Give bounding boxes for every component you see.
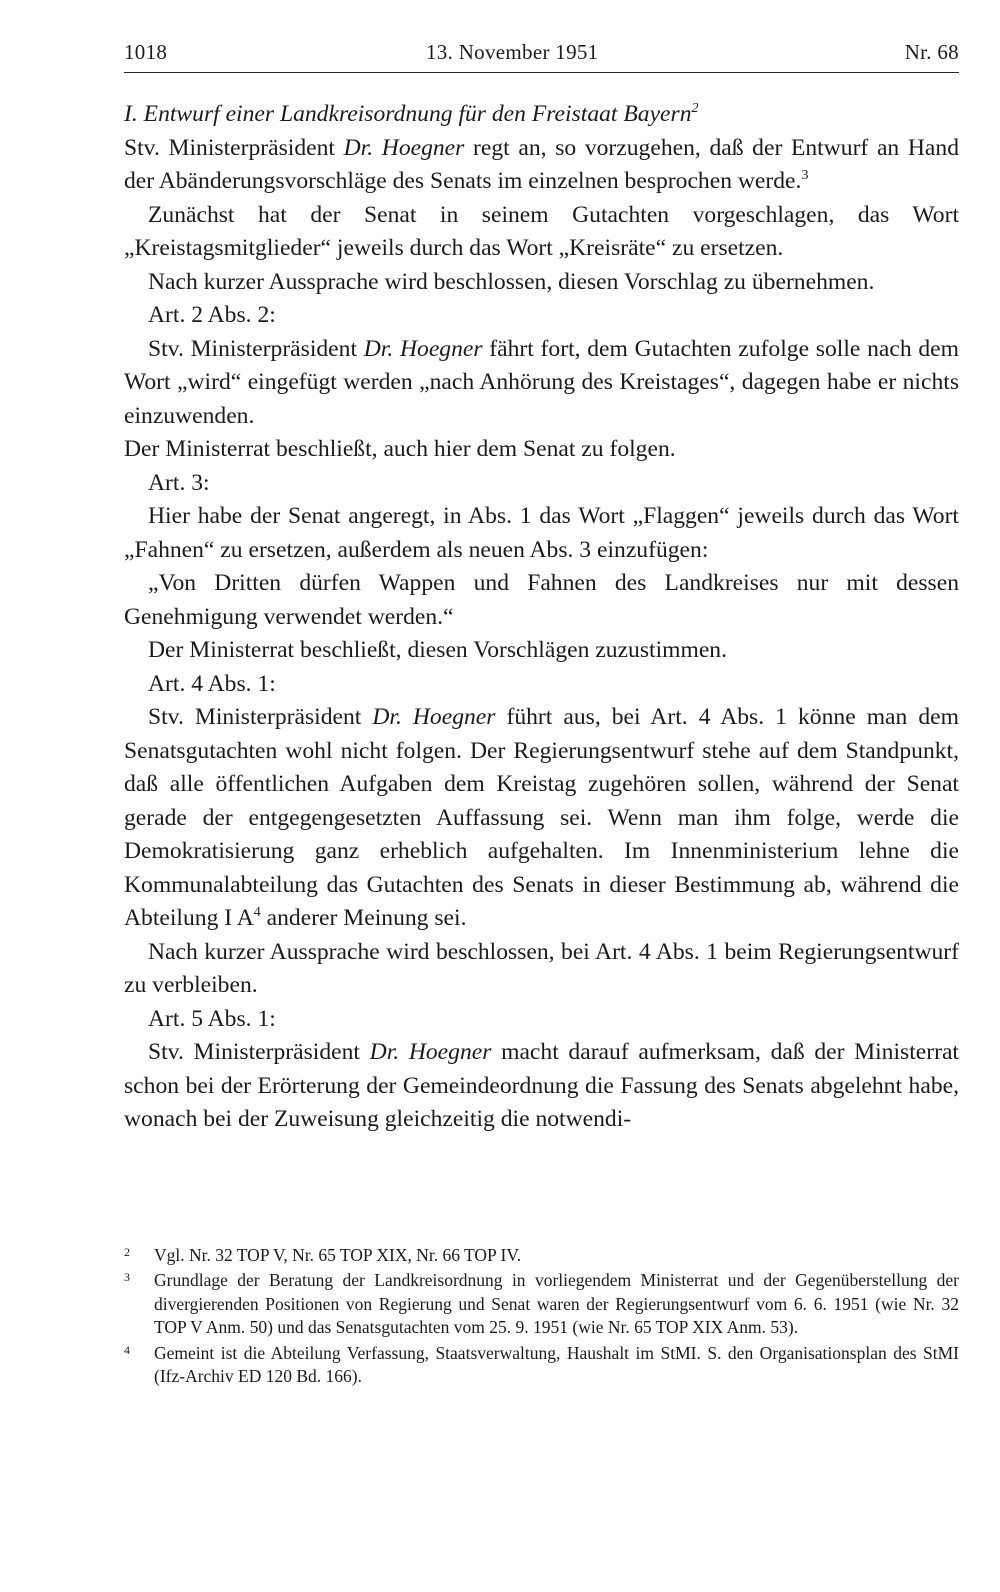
header-date: 13. November 1951 <box>426 40 599 64</box>
paragraph <box>124 132 959 199</box>
footnotes <box>124 1244 959 1390</box>
footnote <box>124 1269 959 1339</box>
footnote-number: 2 <box>124 1245 130 1259</box>
footnote-number: 4 <box>124 1342 130 1357</box>
paragraph-text: anderer Meinung sei. <box>260 905 467 931</box>
running-header <box>124 38 959 72</box>
paragraph: Zunächst hat der Senat in seinem Gutachten vorgeschlagen, das Wort „Kreistagsmitglieder“ jeweils durch das Wort „Kreisräte“ zu ersetzen. <box>124 201 959 261</box>
footnote-text: Grundlage der Beratung der Landkreisordnung in vorliegendem Ministerrat und der Gegenüberstellung der divergierenden Positionen von Regierung und Senat waren der Regierungsentwurf vom 6. 6. 1951 (wie Nr. 32 TOP V Anm. 50) und das Senatsgutachten vom 25. 9. 1951 (wie Nr. 65 TOP XIX Anm. 53). <box>154 1270 959 1338</box>
article-label: Art. 3: <box>148 469 210 496</box>
paragraph-text: Stv. Ministerpräsident <box>148 1039 370 1065</box>
paragraph-text: führt aus, bei Art. 4 Abs. 1 könne man dem Senatsgutachten wohl nicht folgen. Der Regierungsentwurf stehe auf dem Standpunkt, daß alle öffentlichen Aufgaben dem Kreistag zugehören sollen, während der Senat gerade der entgegengesetzten Auffassung sei. Wenn man ihm folge, werde die Demokratisierung ganz erheblich aufgehalten. Im Innenministerium lehne die Kommunalabteilung das Gutachten des Senats in dieser Bestimmung ab, während die Abteilung I A <box>124 704 959 931</box>
paragraph <box>124 333 959 434</box>
paragraph-text: fährt fort, dem Gutachten zufolge solle nach dem Wort „wird“ eingefügt werden „nach Anhörung des Kreistages“, dagegen habe er nichts einzuwenden. <box>124 335 959 429</box>
footnote <box>124 1244 959 1267</box>
paragraph-text: regt an, so vorzugehen, daß der Entwurf an Hand der Abänderungsvorschläge des Senats im einzelnen besprochen werde. <box>124 134 959 194</box>
paragraph <box>124 1036 959 1137</box>
footnote-number: 3 <box>124 1270 130 1285</box>
paragraph: Hier habe der Senat angeregt, in Abs. 1 das Wort „Flaggen“ jeweils durch das Wort „Fahnen“ zu ersetzen, außerdem als neuen Abs. 3 einzufügen: <box>124 503 959 563</box>
footnote-ref: 4 <box>253 905 261 920</box>
header-rule <box>124 72 959 73</box>
paragraph: Der Ministerrat beschließt, diesen Vorschlägen zuzustimmen. <box>148 637 727 663</box>
header-issue-number: Nr. 68 <box>904 40 959 64</box>
footnote-text: Gemeint ist die Abteilung Verfassung, Staatsverwaltung, Haushalt im StMI. S. den Organisationsplan des StMI (Ifz-Archiv ED 120 Bd. 166). <box>154 1342 959 1387</box>
quoted-paragraph: „Von Dritten dürfen Wappen und Fahnen des Landkreises nur mit dessen Genehmigung verwendet werden.“ <box>124 570 959 630</box>
article-label: Art. 4 Abs. 1: <box>148 670 276 697</box>
paragraph-text: Stv. Ministerpräsident <box>148 704 373 730</box>
footnote-text: Vgl. Nr. 32 TOP V, Nr. 65 TOP XIX, Nr. 66 TOP IV. <box>154 1245 522 1265</box>
footnote-ref: 3 <box>801 168 809 183</box>
paragraph: Nach kurzer Aussprache wird beschlossen, diesen Vorschlag zu übernehmen. <box>148 268 875 295</box>
footnote <box>124 1342 959 1389</box>
page-number: 1018 <box>124 40 168 64</box>
speaker-name: Dr. Hoegner <box>343 134 465 161</box>
speaker-name: Dr. Hoegner <box>363 335 483 362</box>
article-label: Art. 2 Abs. 2: <box>148 302 276 328</box>
paragraph-text: Stv. Ministerpräsident <box>148 335 364 362</box>
section-heading <box>124 98 959 132</box>
article-label: Art. 5 Abs. 1: <box>148 1005 276 1032</box>
paragraph: Der Ministerrat beschließt, auch hier dem Senat zu folgen. <box>124 436 676 462</box>
paragraph <box>124 701 959 936</box>
paragraph: Nach kurzer Aussprache wird beschlossen, bei Art. 4 Abs. 1 beim Regierungsentwurf zu verbleiben. <box>124 938 959 998</box>
speaker-name: Dr. Hoegner <box>372 704 496 730</box>
footnote-ref: 2 <box>691 101 699 116</box>
main-text <box>124 98 959 1137</box>
paragraph-text: Stv. Ministerpräsident <box>124 134 344 161</box>
speaker-name: Dr. Hoegner <box>369 1039 492 1065</box>
section-heading-text: I. Entwurf einer Landkreisordnung für den Freistaat Bayern <box>124 101 692 127</box>
paragraph-text: macht darauf aufmerksam, daß der Ministerrat schon bei der Erörterung der Gemeindeordnung die Fassung des Senats abgelehnt habe, wonach bei der Zuweisung gleichzeitig die notwendi- <box>124 1039 959 1132</box>
